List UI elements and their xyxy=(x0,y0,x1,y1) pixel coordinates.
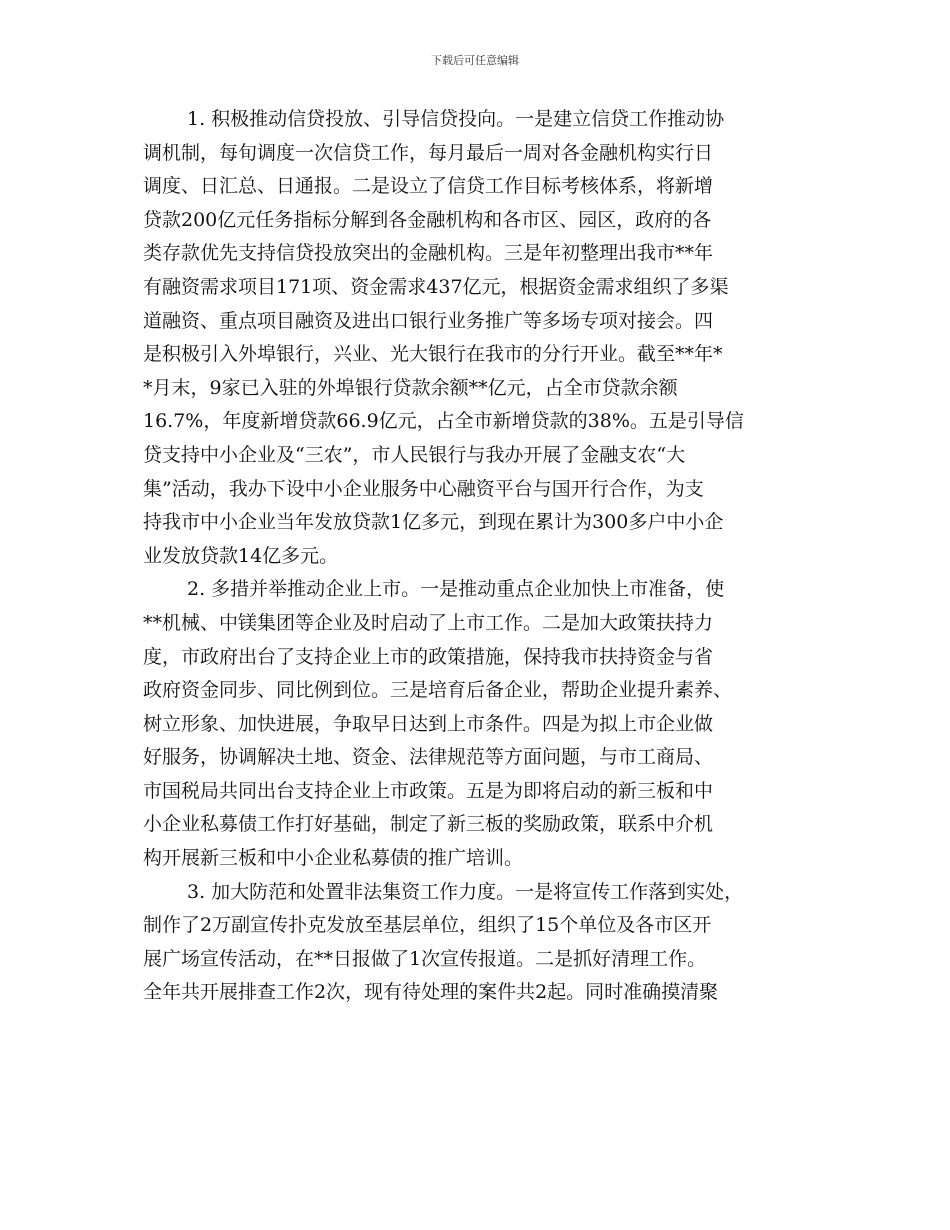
paragraph-credit xyxy=(143,103,823,573)
document-body xyxy=(143,103,823,1010)
text-line: 构开展新三板和中小企业私募债的推广培训。 xyxy=(143,847,524,870)
text-line: 2. 多措并举推动企业上市。一是推动重点企业加快上市准备，使 xyxy=(187,578,725,601)
text-line: *月末，9家已入驻的外埠银行贷款余额**亿元，占全市贷款余额 xyxy=(143,376,678,399)
text-line: 调机制，每旬调度一次信贷工作，每月最后一周对各金融机构实行日 xyxy=(143,141,714,164)
text-line: 业发放贷款14亿多元。 xyxy=(143,544,339,567)
text-line: 市国税局共同出台支持企业上市政策。五是为即将启动的新三板和中 xyxy=(143,779,714,802)
text-line: 全年共开展排查工作2次，现有待处理的案件共2起。同时准确摸清聚 xyxy=(143,981,719,1004)
text-line: 好服务，协调解决土地、资金、法律规范等方面问题，与市工商局、 xyxy=(143,746,714,769)
text-line: 贷支持中小企业及“三农”，市人民银行与我办开展了金融支农“大 xyxy=(143,443,686,466)
text-line: 树立形象、加快进展，争取早日达到上市条件。四是为拟上市企业做 xyxy=(143,712,714,735)
text-line: 调度、日汇总、日通报。二是设立了信贷工作目标考核体系，将新增 xyxy=(143,175,714,198)
text-line: 是积极引入外埠银行，兴业、光大银行在我市的分行开业。截至**年* xyxy=(143,343,723,366)
text-line: 类存款优先支持信贷投放突出的金融机构。三是年初整理出我市**年 xyxy=(143,242,714,265)
text-line: 3. 加大防范和处置非法集资工作力度。一是将宣传工作落到实处， xyxy=(187,880,744,903)
text-line: 16.7%，年度新增贷款66.9亿元，占全市新增贷款的38%。五是引导信 xyxy=(143,410,744,433)
paragraph-illegal-fundraising xyxy=(143,876,823,1010)
text-line: 有融资需求项目171项、资金需求437亿元，根据资金需求组织了多渠 xyxy=(143,275,729,298)
text-line: 持我市中小企业当年发放贷款1亿多元，到现在累计为300多户中小企 xyxy=(143,511,724,534)
text-line: 道融资、重点项目融资及进出口银行业务推广等多场专项对接会。四 xyxy=(143,309,714,332)
text-line: **机械、中镁集团等企业及时启动了上市工作。二是加大政策扶持力 xyxy=(143,611,714,634)
text-line: 度，市政府出台了支持企业上市的政策措施，保持我市扶持资金与省 xyxy=(143,645,714,668)
text-line: 贷款200亿元任务指标分解到各金融机构和各市区、园区，政府的各 xyxy=(143,208,712,231)
page-header: 下载后可任意编辑 xyxy=(431,54,519,67)
paragraph-listing xyxy=(143,573,823,875)
text-line: 制作了2万副宣传扑克发放至基层单位，组织了15个单位及各市区开 xyxy=(143,914,712,937)
text-line: 1. 积极推动信贷投放、引导信贷投向。一是建立信贷工作推动协 xyxy=(187,108,725,130)
text-line: 政府资金同步、同比例到位。三是培育后备企业，帮助企业提升素养、 xyxy=(143,679,733,702)
text-line: 集”活动，我办下设中小企业服务中心融资平台与国开行合作，为支 xyxy=(143,477,704,500)
text-line: 展广场宣传活动，在**日报做了1次宣传报道。二是抓好清理工作。 xyxy=(143,947,707,970)
text-line: 小企业私募债工作打好基础，制定了新三板的奖励政策，联系中介机 xyxy=(143,813,714,836)
